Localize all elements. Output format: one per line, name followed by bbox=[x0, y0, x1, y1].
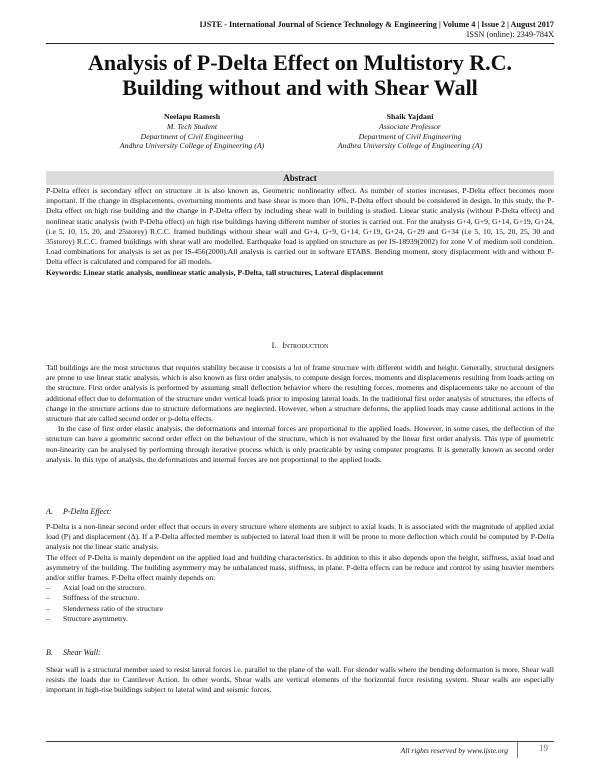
author-1 bbox=[72, 112, 312, 151]
subsection-title: P-Delta Effect: bbox=[63, 507, 112, 516]
section-title: Introduction bbox=[282, 341, 329, 350]
shear-wall-body bbox=[46, 665, 554, 696]
introduction-body bbox=[46, 363, 554, 465]
author-2 bbox=[290, 112, 530, 151]
title-line-2: Building without and with Shear Wall bbox=[122, 75, 478, 100]
footer-separator bbox=[517, 742, 518, 758]
subsection-title: Shear Wall: bbox=[63, 648, 101, 657]
journal-header bbox=[199, 20, 554, 40]
author-name: Neelapu Ramesh bbox=[163, 112, 221, 121]
footer-rights: All rights reserved by www.ijste.org bbox=[400, 746, 508, 755]
list-item: – Axial load on the structure. bbox=[46, 583, 554, 593]
pdelta-body bbox=[46, 522, 554, 624]
page-footer bbox=[46, 741, 554, 763]
title-line-1: Analysis of P-Delta Effect on Multistory R.C. bbox=[87, 50, 513, 75]
page-number: 19 bbox=[539, 743, 548, 753]
subsection-heading-pdelta bbox=[46, 507, 112, 516]
author-role: Associate Professor bbox=[379, 121, 441, 131]
subsection-letter: B. bbox=[46, 648, 53, 657]
issn-line: ISSN (online): 2349-784X bbox=[466, 30, 554, 39]
list-item: – Slenderness ratio of the structure bbox=[46, 604, 554, 614]
paragraph: The effect of P-Delta is mainly dependent on the applied load and building characteristics. In addition to this it also depends upon the height, stiffness, axial load and asymmetry of the building. The building asymmetry may be unbalanced mass, stiffness, in plane. P-delta effects can be reduce and control by using heavier members and/or stiffer frames. P-Delta effect mainly depends on: bbox=[46, 552, 554, 583]
subsection-letter: A. bbox=[46, 507, 53, 516]
section-heading-introduction bbox=[46, 341, 554, 350]
paragraph: P-Delta is a non-linear second order effect that occurs in every structure where elements are subject to axial loads. It is associated with the magnitude of applied axial load (P) and displacement (Δ). If a P-Delta affected member is subjected to lateral load then it will be prone to more deflection which could be computed by P-Delta analysis not the linear static analysis. bbox=[46, 522, 554, 552]
author-inst: Andhra University College of Engineering (A) bbox=[337, 141, 483, 151]
paragraph: Shear wall is a structural member used to resist lateral forces i.e. parallel to the plane of the wall. For slender walls where the bending deformation is more, Shear wall resists the loads due to Cantilever Action. In other words, Shear walls are vertical elements of the horizontal force resisting system. Shear walls are especially important in high-rise buildings subject to lateral wind and seismic forces. bbox=[46, 665, 554, 695]
abstract-text: P-Delta effect is secondary effect on structure .it is also known as, Geometric nonlinearity effect. As number of stories increases, P-Delta effect becomes more important. If the change in displacements, overturning moments and base shear is more than 10%, P-Delta effect should be considered in design. In this study, the P-Delta effect on high rise building and the change in P-Delta effect by including shear wall in building is studied. Linear static analysis (without P-Delta effect) and nonlinear static analysis (with P-Delta effect) on high rise buildings having different number of stories is carried out. For the analysis G+4, G+9, G+14, G+19, G+24, (i.e 5, 10, 15, 20, and 25storey) R.C.C. framed buildings without shear wall and G+4, G+9, G+14, G+19, G+24, G+29 and G+34 (i.e 5, 10, 15, 20, 25, 30 and 35storey) R.C.C. framed buildings with shear wall are modelled. Earthquake load is applied on structure as per IS-18939(2002) for zone V of medium soil condition. Load combinations for analysis is set as per IS-456(2000).All analysis is carried out in software ETABS. Bending moment, story displacement with and without P-Delta effect is calculated and compared for all models. bbox=[46, 186, 554, 267]
list-item: – Stiffness of the structure. bbox=[46, 593, 554, 603]
keywords: Keywords: Linear static analysis, nonlinear static analysis, P-Delta, tall structures, Lateral displacement bbox=[46, 267, 384, 277]
section-number: I. bbox=[271, 341, 277, 350]
footer-rule bbox=[46, 741, 554, 742]
header-rule bbox=[46, 43, 554, 44]
paragraph: Tall buildings are the most structures that requires stability because it consists a lot of frame structure with different width and height. Generally, structural designers are prone to use linear static analysis, which is also known as first order analysis, to compute design forces, moments and displacements resulting from loads acting on the structure. First order analysis is performed by assuming small deflection behavior where the resulting forces, moments and displacements take no account of the additional effect due to deformation of the structure under vertical loads prior to imposing lateral loads. In the traditional first order analysis of structures, the effects of change in the structure actions due to structure deformations are neglected. However, when a structure deforms, the applied loads may cause additional actions in the structure that are called second order or p-delta effects. bbox=[46, 363, 554, 424]
subsection-heading-shear-wall bbox=[46, 648, 101, 657]
author-inst: Andhra University College of Engineering (A) bbox=[119, 141, 265, 151]
abstract-body bbox=[46, 186, 554, 278]
pdelta-factor-list bbox=[46, 583, 554, 624]
author-name: Shaik Yajdani bbox=[386, 112, 434, 121]
list-item: – Structure asymmetry. bbox=[46, 614, 554, 624]
author-role: M. Tech Student bbox=[166, 121, 218, 131]
author-dept: Department of Civil Engineering bbox=[358, 131, 462, 141]
paragraph: In the case of first order elastic analysis, the deformations and internal forces are proportional to the applied loads. However, in some cases, the deflection of the structure can have a geometric second order effect on the behaviour of the structure, which is not evaluated by the linear first order analysis. This type of geometric non-linearity can be analysed by performing through iterative process which is only practicable by using computer programs. It is generally known as second order analysis. In this type of analysis, the deformations and internal forces are not proportional to the applied loads. bbox=[46, 424, 554, 464]
abstract-heading: Abstract bbox=[46, 171, 554, 185]
author-dept: Department of Civil Engineering bbox=[140, 131, 244, 141]
paper-title bbox=[40, 50, 560, 100]
journal-title-line: IJSTE - International Journal of Science Technology & Engineering | Volume 4 | Issue 2 | August 2017 bbox=[199, 20, 554, 29]
